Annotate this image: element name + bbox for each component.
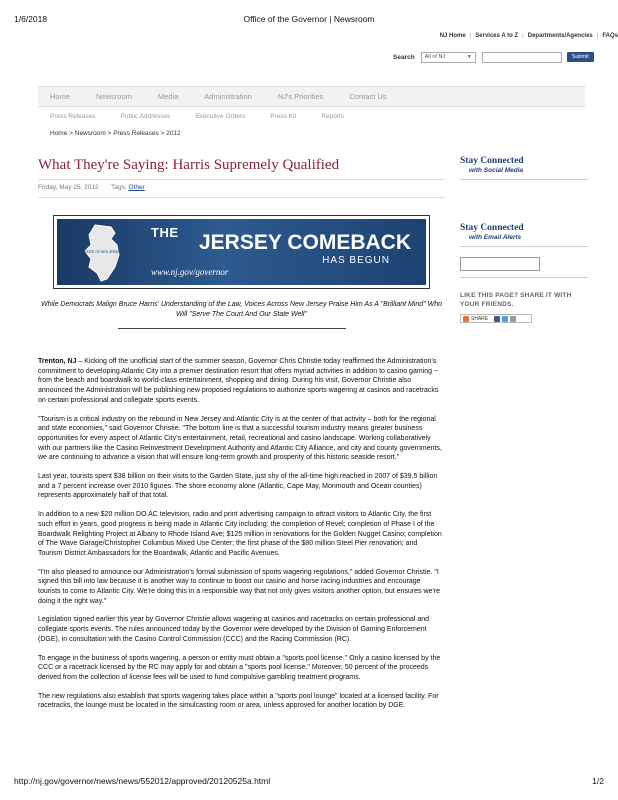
util-nav-services[interactable]: Services A to Z	[475, 33, 519, 39]
nav-contact[interactable]: Contact Us	[349, 92, 387, 101]
search-input[interactable]	[482, 52, 562, 63]
article-paragraph: Last year, tourists spent $38 billion on their visits to the Garden State, just shy of the all-time high reached in 2007 of $39.5 billion and a 7 percent increase over 2010 figures. The shore economy alone (Atlantic, Cape May, Monmouth and Ocean counties) represents approximately half of that total.	[38, 473, 438, 500]
divider	[460, 246, 588, 247]
util-nav-departments[interactable]: Departments/Agencies	[527, 33, 593, 39]
new-jersey-map-icon	[81, 223, 125, 283]
sidebar	[460, 156, 588, 323]
divider	[460, 277, 588, 278]
share-button[interactable]	[460, 314, 532, 323]
util-nav-nj-home[interactable]: NJ Home	[439, 33, 466, 39]
article-date: Friday, May 25, 2012	[38, 184, 99, 191]
article-body	[38, 357, 442, 720]
tag-link[interactable]: Other	[128, 184, 145, 191]
state-label: STATE OF NEW JERSEY	[84, 250, 122, 254]
article-paragraph: "Tourism is a critical industry on the rebound in New Jersey and Atlantic City is at the center of that activity – both for the regional and state economies," said Governor Christie. "The bottom line is that a successful tourism industry means greater business opportunities for every aspect of Atlantic City's entertainment, retail, recreational and casino landscape. Working collaboratively with our partners like the Casino Reinvestment Development Authority and Atlantic City Alliance, and city and county governments, we are continuing to advance a vision that will ensure long-term growth and prosperity of this historic seaside resort."	[38, 415, 442, 462]
article-paragraph: Trenton, NJ – Kicking off the unofficial start of the summer season, Governor Chris Christie today reaffirmed the Administration's commitment to developing Atlantic City into a premier destination resort that offers myriad activities in addition to casino gaming -- from the beach and boardwalk to world-class entertainment, shopping and dining. During his visit, Governor Christie also announced the Administration will be publishing new proposed regulations to authorize sports wagering at casinos and racetracks on certain professional and collegiate sports events.	[38, 358, 439, 404]
subnav-reports[interactable]: Reports	[321, 113, 345, 120]
breadcrumb[interactable]: Home > Newsroom > Press Releases > 2012	[50, 130, 181, 137]
chevron-down-icon: ▼	[466, 53, 472, 60]
nav-home[interactable]: Home	[50, 92, 71, 101]
nav-administration[interactable]: Administration	[204, 92, 252, 101]
banner-url: www.nj.gov/governor	[151, 267, 229, 277]
search-scope-select[interactable]	[421, 52, 476, 63]
print-url: http://nj.gov/governor/news/news/552012/approved/20120525a.html	[14, 776, 271, 786]
separator: |	[522, 33, 524, 39]
article-paragraph: Legislation signed earlier this year by Governor Christie allows wagering at casinos and racetracks on certain professional and collegiate sports events. The rules announced today by the Governor were developed by the Division of Gaming Enforcement (DGE), in consultation with the Casino Control Commission (CCC) and the Racing Commission (RC).	[38, 616, 430, 643]
article-paragraph: In addition to a new $20 million DO AC television, radio and print advertising campaign to attract visitors to Atlantic City, the first such effort in years, good progress is being made in Atlantic City including: the completion of Revel; completion of Phase I of the Boardwalk Relighting Project at Albany to Rhode Island Ave; $125 million in renovations for the Golden Nugget Casino; completion of The Wave Garage/Christopher Columbus Mixed Use Center; the first phase of the $80 million Steel Pier renovation; and Tourism District Ambassadors for the Boardwalk, Atlantic and Pacific Avenues.	[38, 511, 442, 557]
divider	[118, 328, 346, 329]
divider	[38, 197, 445, 198]
share-prompt: LIKE THIS PAGE? SHARE IT WITH YOUR FRIENDS.	[460, 292, 572, 308]
jersey-comeback-banner	[53, 215, 430, 289]
separator: |	[596, 33, 599, 39]
email-title: Stay Connected	[460, 223, 524, 233]
article-paragraph: "I'm also pleased to announce our Administration's formal submission of sports wagering regulations," added Governor Christie. "I signed this bill into law because it is another way to continue to boost our casino and horse racing industries and encourage tourists to come to Atlantic City. We're doing this in a responsible way that not only gives visitors another option, but ensures we're doing it the right way."	[38, 568, 441, 605]
search-label: Search	[393, 53, 415, 61]
print-date: 1/6/2018	[14, 14, 48, 24]
email-input[interactable]	[460, 257, 540, 271]
facebook-icon	[494, 316, 500, 322]
article-paragraph: The new regulations also establish that sports wagering takes place within a "sports pool lounge" located at a licensed facility. For racetracks, the lounge must be located in the simulcasting room or area, unless approved for another location by DGE.	[38, 692, 439, 710]
article-paragraph: To engage in the business of sports wagering, a person or entity must obtain a "sports pool license." Only a casino licensed by the CCC or a racetrack licensed by the RC may apply for and obtain a "sports pool license." Moreover, 50 percent of the proceeds derived from the collection of license fees will be used to fund compulsive gambling treatment programs.	[38, 654, 441, 681]
dateline: Trenton, NJ	[38, 358, 77, 365]
print-title: Office of the Governor | Newsroom	[243, 14, 375, 24]
search-scope-value: All of NJ	[424, 53, 446, 60]
sub-nav	[50, 113, 369, 120]
article-meta	[38, 184, 145, 191]
subnav-press-kit[interactable]: Press Kit	[270, 113, 297, 120]
email-subtitle: with Email Alerts	[469, 234, 522, 241]
banner-line2: JERSEY COMEBACK	[199, 231, 411, 254]
subnav-public-addresses[interactable]: Public Addresses	[120, 113, 171, 120]
print-footer	[14, 776, 604, 788]
banner-line3: HAS BEGUN	[322, 255, 390, 266]
tags-label: Tags:	[111, 184, 127, 191]
utility-nav	[440, 33, 618, 39]
subnav-press-releases[interactable]: Press Releases	[50, 113, 96, 120]
nav-media[interactable]: Media	[157, 92, 179, 101]
share-label: SHARE	[471, 315, 489, 322]
social-title: Stay Connected	[460, 156, 524, 166]
banner-line1: THE	[151, 225, 179, 240]
main-nav	[38, 86, 585, 107]
print-page-number: 1/2	[592, 776, 604, 786]
search-bar	[393, 51, 594, 63]
twitter-icon	[502, 316, 508, 322]
nav-priorities[interactable]: NJ's Priorities	[277, 92, 324, 101]
email-icon	[510, 316, 516, 322]
share-icon	[463, 316, 469, 322]
divider	[38, 179, 445, 180]
separator: |	[469, 33, 472, 39]
print-header	[14, 14, 604, 26]
search-submit-button[interactable]: Submit	[567, 52, 594, 62]
subnav-executive-orders[interactable]: Executive Orders	[195, 113, 246, 120]
util-nav-faqs[interactable]: FAQs	[602, 33, 618, 39]
social-subtitle[interactable]: with Social Media	[469, 167, 524, 174]
page-title: What They're Saying: Harris Supremely Qualified	[38, 157, 340, 173]
nav-newsroom[interactable]: Newsroom	[96, 92, 132, 101]
banner-caption: While Democrats Malign Bruce Harris' Understanding of the Law, Voices Across New Jersey Praise Him As A "Brilliant Mind" Who Will "Serve The Court And Our State Well"	[40, 301, 443, 318]
